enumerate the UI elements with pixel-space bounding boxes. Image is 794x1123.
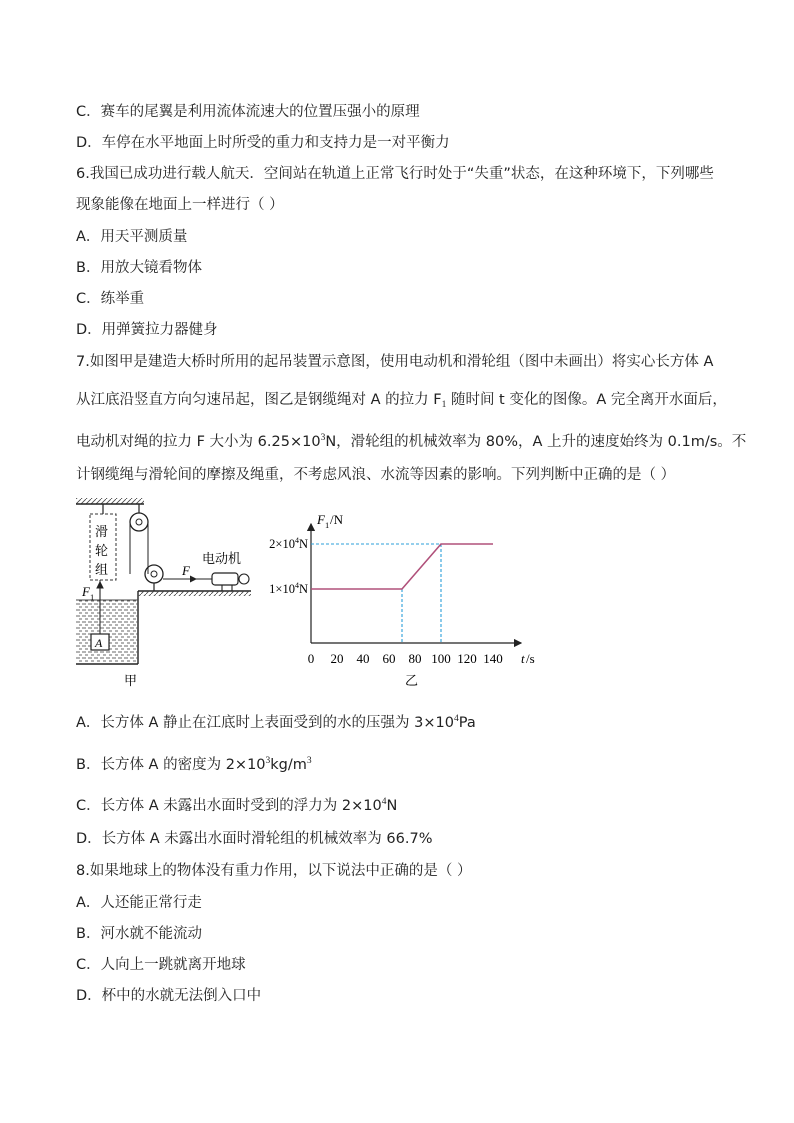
x-axis-label-unit: /s — [526, 651, 535, 666]
x-tick-label-0: 0 — [307, 651, 315, 666]
fixed-pulley-axle — [136, 519, 142, 525]
x-tick-label-2: 40 — [356, 651, 370, 666]
force-f1-label: F — [82, 584, 90, 599]
q5-option-d: D．车停在水平地面上时所受的重力和支持力是一对平衡力 — [76, 135, 450, 151]
q7-stem-line2-a: 从江底沿竖直方向匀速吊起，图乙是钢缆绳对 A 的拉力 F — [76, 392, 442, 408]
q8-option-c: C．人向上一跳就离开地球 — [76, 957, 246, 973]
movable-pulley-axle — [151, 571, 157, 577]
q7-option-a-sup: 4 — [454, 714, 459, 724]
q7-f1-subscript: 1 — [441, 400, 447, 410]
f1-series-polyline — [311, 544, 493, 589]
force-f-label: F — [182, 563, 190, 578]
force-f1-subscript: 1 — [90, 592, 95, 602]
y-tick-labels — [269, 536, 308, 596]
block-a-label: A — [95, 636, 103, 650]
q7-figure — [76, 494, 546, 694]
ground-hatch — [138, 591, 251, 596]
q8-option-d: D．杯中的水就无法倒入口中 — [76, 988, 262, 1004]
motor-wheel — [239, 574, 249, 584]
q6-option-a: A．用天平测质量 — [76, 229, 188, 245]
box-char-1: 滑 — [95, 525, 109, 540]
q8-stem: 8.如果地球上的物体没有重力作用，以下说法中正确的是（ ） — [76, 863, 472, 879]
ceiling-hatch — [76, 498, 144, 504]
q7-option-b-sup: 3 — [265, 756, 271, 766]
caption-jia: 甲 — [124, 674, 138, 689]
apparatus-diagram — [76, 498, 251, 689]
q7-stem-line4: 计钢缆绳与滑轮间的摩擦及绳重，不考虑风浪、水流等因素的影响。下列判断中正确的是（ ） — [76, 467, 676, 483]
q6-stem-line1: 6.我国已成功进行载人航天．空间站在轨道上正常飞行时处于“失重”状态，在这种环境下，下列哪些 — [76, 166, 714, 182]
y-axis-label-subscript: 1 — [325, 520, 330, 530]
q5-option-c: C．赛车的尾翼是利用流体流速大的位置压强小的原理 — [76, 104, 420, 120]
x-tick-label-4: 80 — [408, 651, 422, 666]
q6-option-c: C．练举重 — [76, 291, 145, 307]
q7-option-c-sup: 4 — [381, 797, 387, 807]
caption-yi: 乙 — [405, 674, 419, 689]
q7-option-b-unit: kg/m — [270, 757, 307, 773]
q7-option-a-unit: Pa — [458, 715, 476, 731]
q7-stem-line2-b: 随时间 t 变化的图像。A 完全离开水面后， — [446, 392, 727, 408]
q7-stem-line3 — [76, 433, 746, 451]
guide-lines — [311, 544, 441, 643]
y-tick-label-1: $2\times 10^4N$ — [269, 536, 308, 551]
q8-option-a: A．人还能正常行走 — [76, 895, 202, 911]
force-time-chart — [269, 512, 535, 689]
x-tick-label-7: 140 — [483, 651, 503, 666]
y-axis-label: F — [317, 512, 325, 527]
q7-option-b-text: B．长方体 A 的密度为 2×10 — [76, 757, 266, 773]
q7-option-d: D．长方体 A 未露出水面时滑轮组的机械效率为 66.7% — [76, 831, 433, 847]
y-axis-label-unit: /N — [330, 512, 343, 527]
q7-stem-line2 — [76, 391, 727, 409]
x-tick-label-1: 20 — [330, 651, 344, 666]
x-axis-label: t — [521, 651, 525, 666]
q7-option-b-sup2: 3 — [306, 756, 312, 766]
q7-stem-line1: 7.如图甲是建造大桥时所用的起吊装置示意图，使用电动机和滑轮组（图中未画出）将实心长方体 A — [76, 354, 714, 370]
q7-stem-line3-sup: 3 — [320, 433, 326, 443]
q7-option-c-text: C．长方体 A 未露出水面时受到的浮力为 2×10 — [76, 798, 382, 814]
q6-stem-line2: 现象能像在地面上一样进行（ ） — [76, 197, 284, 213]
series-line — [311, 544, 493, 589]
q7-stem-line3-a: 电动机对绳的拉力 F 大小为 6.25×10 — [76, 434, 321, 450]
q6-option-b: B．用放大镜看物体 — [76, 260, 202, 276]
q8-option-b: B．河水就不能流动 — [76, 926, 202, 942]
q7-option-a — [76, 714, 476, 732]
water-body — [76, 600, 138, 664]
motor-label: 电动机 — [202, 552, 242, 567]
x-tick-labels — [308, 651, 503, 666]
q7-option-c-unit: N — [386, 798, 398, 814]
q7-stem-line3-b: N，滑轮组的机械效率为 80%，A 上升的速度始终为 0.1m/s。不 — [325, 434, 747, 450]
motor-body — [212, 573, 238, 585]
x-tick-label-3: 60 — [382, 651, 396, 666]
x-tick-label-6: 120 — [457, 651, 477, 666]
box-char-3: 组 — [95, 563, 109, 578]
y-tick-label-0: $1\times 10^4N$ — [269, 581, 308, 596]
q7-option-c — [76, 797, 397, 815]
q7-option-a-text: A．长方体 A 静止在江底时上表面受到的水的压强为 3×10 — [76, 715, 454, 731]
x-tick-label-5: 100 — [431, 651, 451, 666]
box-char-2: 轮 — [95, 544, 109, 559]
q7-option-b — [76, 756, 312, 774]
q7-figure-svg — [76, 494, 546, 694]
q6-option-d: D．用弹簧拉力器健身 — [76, 322, 218, 338]
